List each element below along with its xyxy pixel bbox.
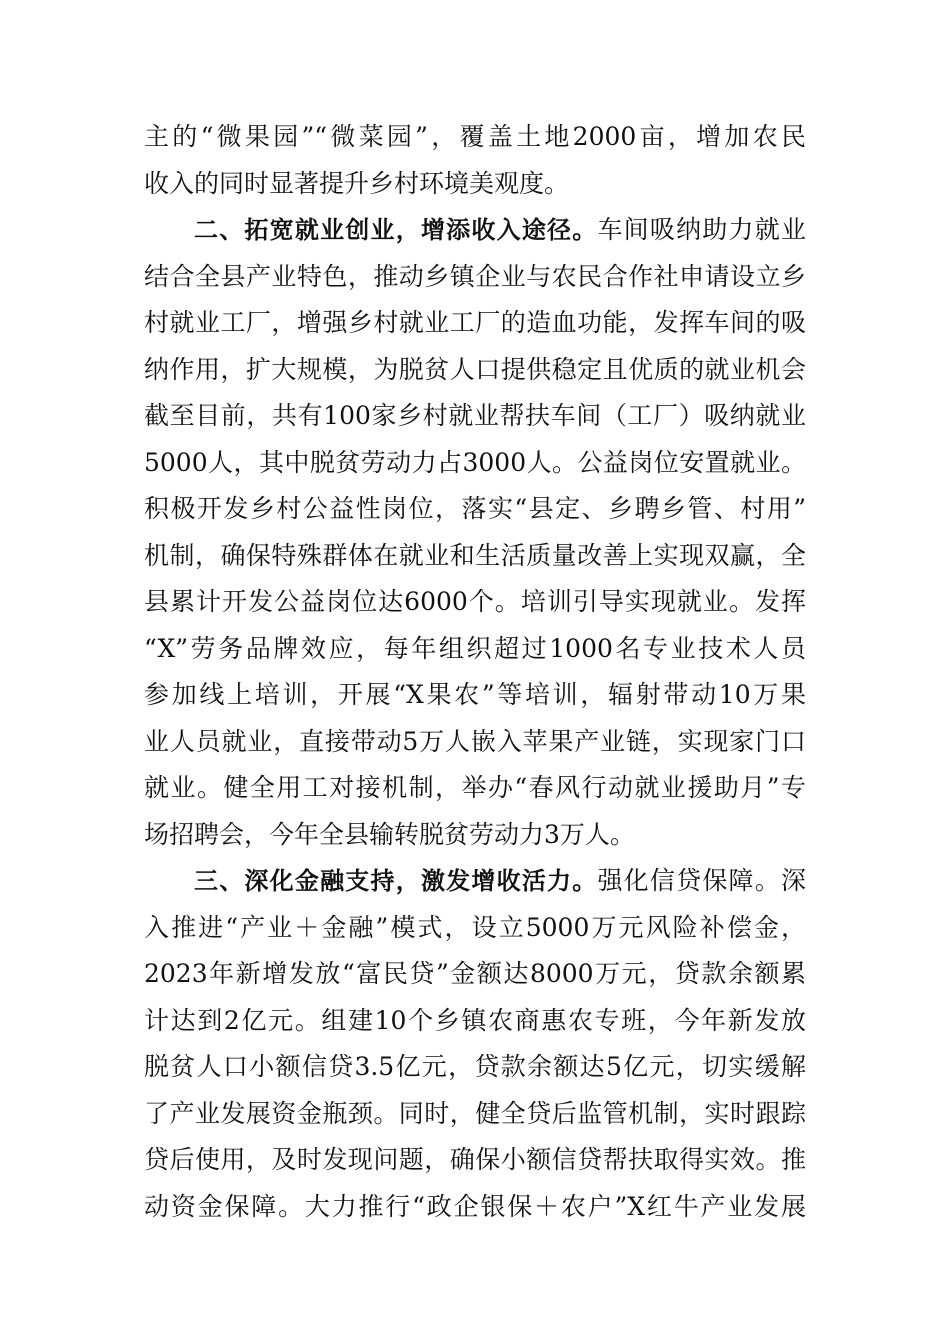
text-line: 了产业发展资金瓶颈。同时，健全贷后监管机制，实时跟踪 (144, 1098, 806, 1128)
section-two-first-line (144, 207, 806, 254)
text-line: 截至目前，共有100家乡村就业帮扶车间（工厂）吸纳就业 (144, 401, 806, 430)
text-line: 主的“微果园”“微菜园”，覆盖土地2000亩，增加农民 (144, 122, 806, 151)
section-two-paragraph (144, 207, 806, 858)
section-two-first-line-text: 车间吸纳助力就业 (597, 215, 806, 244)
text-line: 积极开发乡村公益性岗位，落实“县定、乡聘乡管、村用” (144, 494, 806, 523)
section-three-first-line-text: 强化信贷保障。深 (597, 866, 806, 895)
text-line: 贷后使用，及时发现问题，确保小额信贷帮扶取得实效。推 (144, 1145, 806, 1174)
section-three-heading: 三、深化金融支持，激发增收活力。 (194, 867, 598, 895)
text-line: 村就业工厂，增强乡村就业工厂的造血功能，发挥车间的吸 (144, 308, 806, 337)
text-line: 场招聘会，今年全县输转脱贫劳动力3万人。 (144, 819, 635, 849)
text-line: 5000人，其中脱贫劳动力占3000人。公益岗位安置就业。 (144, 447, 806, 477)
section-three-first-line (144, 858, 806, 905)
text-line: 动资金保障。大力推行“政企银保＋农户”X红牛产业发展 (144, 1191, 806, 1221)
text-line: 纳作用，扩大规模，为脱贫人口提供稳定且优质的就业机会 (144, 354, 806, 384)
paragraph-continuation (144, 114, 806, 207)
section-three-paragraph (144, 858, 806, 1230)
text-line: “X”劳务品牌效应，每年组织超过1000名专业技术人员 (144, 633, 806, 663)
document-body (144, 114, 806, 1230)
text-line: 2023年新增发放“富民贷”金额达8000万元，贷款余额累 (144, 959, 806, 988)
text-line: 脱贫人口小额信贷3.5亿元，贷款余额达5亿元，切实缓解 (144, 1052, 806, 1081)
text-line: 结合全县产业特色，推动乡镇企业与农民合作社申请设立乡 (144, 261, 806, 291)
text-line: 业人员就业，直接带动5万人嵌入苹果产业链，实现家门口 (144, 726, 806, 756)
section-two-heading: 二、拓宽就业创业，增添收入途径。 (194, 216, 598, 244)
text-line: 计达到2亿元。组建10个乡镇农商惠农专班，今年新发放 (144, 1005, 806, 1035)
text-line: 就业。健全用工对接机制，举办“春风行动就业援助月”专 (144, 773, 806, 802)
text-line: 参加线上培训，开展“X果农”等培训，辐射带动10万果 (144, 680, 806, 709)
text-line: 入推进“产业＋金融”模式，设立5000万元风险补偿金， (144, 912, 806, 942)
text-line: 收入的同时显著提升乡村环境美观度。 (144, 168, 570, 198)
text-line: 机制，确保特殊群体在就业和生活质量改善上实现双赢，全 (144, 540, 806, 570)
text-line: 县累计开发公益岗位达6000个。培训引导实现就业。发挥 (144, 587, 806, 616)
